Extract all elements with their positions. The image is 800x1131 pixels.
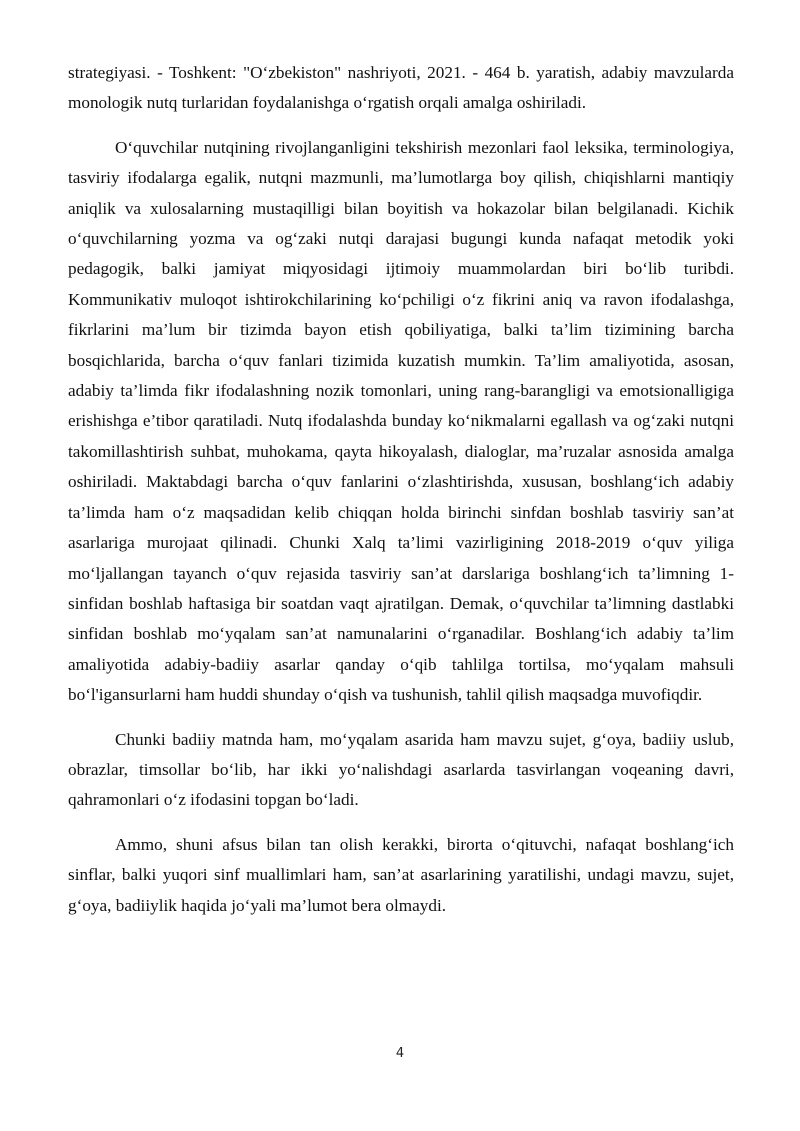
paragraph-teachers: Ammo, shuni afsus bilan tan olish kerakki, birorta o‘qituvchi, nafaqat boshlang‘ich sinflar, balki yuqori sinf muallimlari ham, san’at asarlarining yaratilishi, undagi mavzu, sujet, g‘oya, badiiylik haqida jo‘yali ma’lumot bera olmaydi. — [68, 834, 734, 915]
paragraph-speech-criteria: O‘quvchilar nutqining rivojlanganligini tekshirish mezonlari faol leksika, terminologiya, tasviriy ifodalarga egalik, nutqni mazmunli, ma’lumotlarga boy qilish, chiqishlarni mantiqiy aniqlik va xulosalarning mustaqilligi bilan boyitish va hokazolar bilan belgilanadi. Kichik o‘quvchilarning yozma va og‘zaki nutqi darajasi bugungi kunda nafaqat metodik yoki pedagogik, balki jamiyat miqyosidagi ijtimoiy muammolardan biri bo‘lib turibdi. Kommunikativ muloqot ishtirokchilarining ko‘pchiligi o‘z fikrini aniq va ravon ifodalashga, fikrlarini ma’lum bir tizimda bayon etish qobiliyatiga, balki ta’lim tizimining barcha bosqichlarida, barcha o‘quv fanlari tizimida kuzatish mumkin. Ta’lim amaliyotida, asosan, adabiy ta’limda fikr ifodalashning nozik tomonlari, uning rang-barangligi va emotsionalligiga erishishga e’tibor qaratiladi. Nutq ifodalashda bunday ko‘nikmalarni egallash va og‘zaki nutqni takomillashtirish suhbat, muhokama, qayta hikoyalash, dialoglar, ma’ruzalar asnosida amalga oshiriladi. Maktabdagi barcha o‘quv fanlarini o‘zlashtirishda, xususan, boshlang‘ich adabiy ta’limda ham o‘z maqsadidan kelib chiqqan holda birinchi sinfdan boshlab tasviriy san’at asarlariga murojaat qilinadi. Chunki Xalq ta’limi vazirligining 2018-2019 o‘quv yiliga mo‘ljallangan tayanch o‘quv rejasida tasviriy san’at darslariga boshlang‘ich ta’limning 1-sinfidan boshlab haftasiga bir soatdan vaqt ajratilgan. Demak, o‘quvchilar ta’limning dastlabki sinfidan boshlab mo‘yqalam san’at namunalarini o‘rganadilar. Boshlang‘ich adabiy ta’lim amaliyotida adabiy-badiiy asarlar qanday o‘qib tahlilga tortilsa, mo‘yqalam mahsuli bo‘l'igansurlarni ham huddi shunday o‘qish va tushunish, tahlil qilish maqsadga muvofiqdir. — [68, 137, 734, 705]
paragraph-continuation: strategiyasi. - Toshkent: "O‘zbekiston" nashriyoti, 2021. - 464 b. yaratish, adabiy mavzularda monologik nutq turlaridan foydalanishga o‘rgatish orqali amalga oshiriladi. — [68, 63, 734, 113]
paragraph-artistic-text: Chunki badiiy matnda ham, mo‘yqalam asarida ham mavzu sujet, g‘oya, badiiy uslub, obrazlar, timsollar bo‘lib, har ikki yo‘nalishdagi asarlarda tasvirlangan voqeaning davri, qahramonlari o‘z ifodasini topgan bo‘ladi. — [68, 729, 734, 810]
page-number: 4 — [395, 1046, 405, 1061]
document-body — [68, 58, 734, 921]
